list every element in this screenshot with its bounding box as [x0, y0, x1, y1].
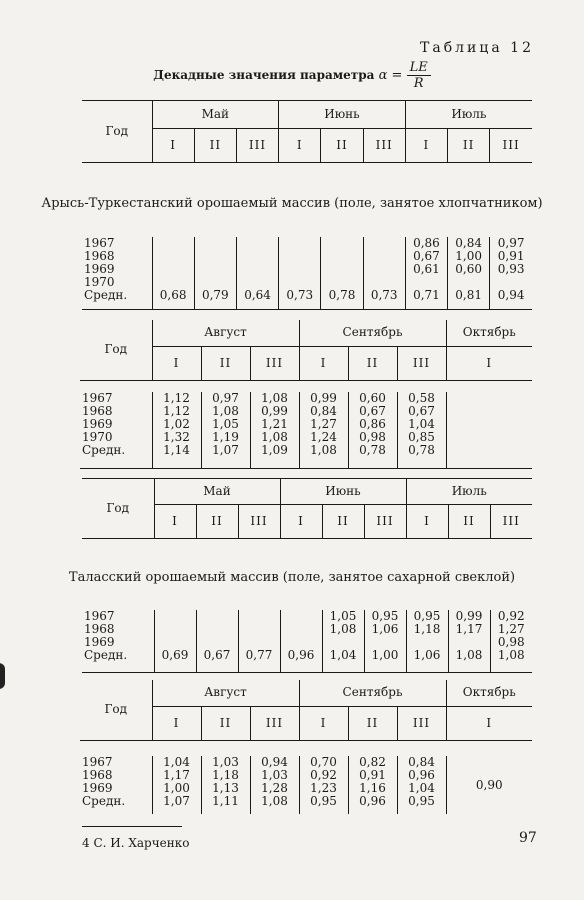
table-value: 0,58: [408, 391, 435, 405]
table-value: 0,67: [408, 404, 435, 418]
table-value: [279, 237, 320, 250]
month-may: Май: [154, 479, 280, 505]
month-oct: Октябрь: [446, 680, 532, 706]
decade-label: I: [446, 706, 532, 740]
table-value: 0,92: [497, 609, 525, 623]
table-value: 1,07: [163, 794, 190, 808]
table-value: 0,93: [497, 262, 525, 276]
value-column: [397, 392, 446, 468]
table-value: [155, 610, 196, 623]
table-value: 0,86: [413, 236, 440, 250]
year-label: 1967: [82, 391, 113, 405]
value-column: [490, 610, 532, 672]
month-june: Июнь: [280, 479, 406, 505]
month-sep: Сентябрь: [299, 320, 446, 346]
table-value: [279, 263, 320, 276]
table-value: 1,08: [329, 622, 357, 636]
table-value: 0,92: [310, 768, 337, 782]
table-value: 0,85: [408, 430, 435, 444]
table-value: 1,06: [371, 622, 399, 636]
table-value: 0,71: [413, 288, 440, 302]
header-table: [82, 478, 532, 539]
decade-label: I: [152, 129, 194, 163]
table-value: [237, 237, 278, 250]
table-value: [281, 610, 322, 623]
table-value: 0,97: [497, 236, 525, 250]
table-value: 1,14: [163, 443, 190, 457]
table-value: 0,60: [455, 262, 482, 276]
year-label: 1967: [84, 609, 115, 623]
table-value: [447, 418, 533, 431]
value-column: [299, 392, 348, 468]
header-table: [82, 100, 532, 163]
table-value: 0,96: [287, 648, 315, 662]
table-value: [279, 250, 320, 263]
value-column: [194, 237, 236, 309]
table-value: 1,18: [413, 622, 441, 636]
month-may: Май: [152, 101, 279, 129]
col-header-year: Год: [82, 479, 154, 539]
decade-label: I: [406, 505, 448, 539]
table-value: 1,17: [163, 768, 190, 782]
table-value: 1,08: [310, 443, 337, 457]
table-value: 0,98: [497, 635, 525, 649]
table-value: 1,05: [212, 417, 239, 431]
table-value: [364, 237, 405, 250]
year-column: [80, 756, 152, 814]
table-value: 0,64: [244, 288, 271, 302]
value-column: [279, 237, 321, 309]
table-value: 0,73: [286, 288, 314, 302]
decade-label: III: [238, 505, 280, 539]
table-value: 1,08: [261, 794, 288, 808]
table-value: 1,03: [261, 768, 288, 782]
decade-label: II: [201, 706, 250, 740]
table-value: 0,60: [359, 391, 386, 405]
year-column: [80, 392, 152, 468]
table-value: [195, 250, 236, 263]
table-value: [447, 444, 533, 457]
table-value: 1,02: [163, 417, 190, 431]
value-column: [448, 237, 490, 309]
decade-label: I: [405, 129, 447, 163]
decade-label: III: [250, 706, 299, 740]
decade-label: I: [154, 505, 196, 539]
table-value: 1,00: [455, 249, 482, 263]
table-value: 0,77: [245, 648, 273, 662]
title-text: Декадные значения параметра: [153, 68, 375, 82]
decade-label: III: [236, 129, 278, 163]
table-value: 0,67: [203, 648, 231, 662]
page-number: 97: [519, 830, 537, 846]
data-may-july-1: [82, 237, 532, 310]
table-value: [237, 263, 278, 276]
table-value: 1,08: [497, 648, 525, 662]
month-oct: Октябрь: [446, 320, 532, 346]
table-value: 1,04: [163, 755, 190, 769]
decade-label: III: [364, 505, 406, 539]
header-aug-oct-1: [80, 320, 532, 381]
table-value: 1,24: [310, 430, 337, 444]
table-value: 1,04: [329, 648, 357, 662]
table-value: [237, 250, 278, 263]
table-value: 0,94: [261, 755, 288, 769]
value-column: [448, 610, 490, 672]
header-table: [80, 320, 532, 381]
table-value: 1,12: [163, 404, 190, 418]
month-june: Июнь: [279, 101, 406, 129]
header-may-july-2: [82, 478, 532, 539]
table-value: 0,78: [408, 443, 435, 457]
table-value: [447, 405, 533, 418]
value-column: [236, 237, 278, 309]
table-value: 1,00: [371, 648, 399, 662]
table-title: [0, 60, 584, 91]
table-value: 1,12: [163, 391, 190, 405]
value-column: [152, 392, 201, 468]
table-value: [321, 237, 362, 250]
value-column: [348, 756, 397, 814]
table-value: 0,84: [310, 404, 337, 418]
table-value: [364, 263, 405, 276]
table-value: 1,08: [212, 404, 239, 418]
table-value: 1,19: [212, 430, 239, 444]
value-column-october: [446, 756, 532, 814]
table-value: 0,95: [408, 794, 435, 808]
data-table: [80, 756, 532, 814]
value-column: [250, 392, 299, 468]
col-header-year: Год: [80, 320, 152, 380]
decade-label: II: [321, 129, 363, 163]
table-value: 0,82: [359, 755, 386, 769]
table-value: 1,17: [455, 622, 483, 636]
decade-label: II: [348, 346, 397, 380]
year-label: 1968: [84, 622, 115, 636]
year-label: 1969: [82, 781, 113, 795]
table-value: 0,79: [201, 288, 229, 302]
year-label: 1968: [82, 404, 113, 418]
decade-label: III: [490, 129, 532, 163]
table-value: 1,27: [497, 622, 525, 636]
decade-label: III: [490, 505, 532, 539]
value-column: [405, 237, 447, 309]
table-value: 0,98: [359, 430, 386, 444]
table-value: 1,07: [212, 443, 239, 457]
table-value: 0,69: [161, 648, 189, 662]
decade-label: III: [250, 346, 299, 380]
decade-label: I: [446, 346, 532, 380]
value-column: [397, 756, 446, 814]
decade-label: II: [448, 505, 490, 539]
table-value: 0,73: [370, 288, 398, 302]
header-may-july-1: [82, 100, 532, 163]
value-column: [321, 237, 363, 309]
table-value: [155, 623, 196, 636]
month-july: Июль: [406, 479, 532, 505]
table-value: 1,03: [212, 755, 239, 769]
table-value: 0,94: [497, 288, 525, 302]
decade-label: II: [194, 129, 236, 163]
table-value: [197, 623, 238, 636]
table-value: [321, 250, 362, 263]
year-column: [82, 610, 154, 672]
table-value: [153, 250, 194, 263]
table-value: 1,27: [310, 417, 337, 431]
table-value: 0,95: [413, 609, 441, 623]
value-column: [490, 237, 532, 309]
table-value: [364, 250, 405, 263]
table-value: [281, 623, 322, 636]
year-label: 1969: [84, 635, 115, 649]
table-value: 1,08: [455, 648, 483, 662]
year-column: [82, 237, 152, 309]
table-value: 0,61: [413, 262, 440, 276]
data-may-july-2: [82, 610, 532, 673]
table-value: 1,04: [408, 417, 435, 431]
table-value: 0,81: [455, 288, 482, 302]
decade-label: III: [397, 706, 446, 740]
year-label: Средн.: [82, 443, 126, 457]
value-column: [446, 392, 532, 468]
decade-label: I: [152, 346, 201, 380]
table-value: 0,67: [413, 249, 440, 263]
decade-label: II: [322, 505, 364, 539]
table-value: [447, 392, 533, 405]
value-column: [152, 237, 194, 309]
header-table: [80, 680, 532, 741]
value-column: [363, 237, 405, 309]
table-value: 0,96: [359, 794, 386, 808]
year-label: 1969: [82, 417, 113, 431]
year-label: Средн.: [82, 794, 126, 808]
table-label: Таблица 12: [420, 40, 534, 56]
section-caption: Таласский орошаемый массив (поле, занятое сахарной свеклой): [68, 570, 516, 585]
table-value: 0,95: [310, 794, 337, 808]
table-value: 0,96: [408, 768, 435, 782]
value-column: [406, 610, 448, 672]
footer-rule: [82, 826, 182, 827]
data-table: [82, 237, 532, 310]
decade-label: I: [279, 129, 321, 163]
table-value: 0,84: [455, 236, 482, 250]
month-sep: Сентябрь: [299, 680, 446, 706]
decade-label: II: [201, 346, 250, 380]
decade-label: I: [299, 706, 348, 740]
year-label: 1967: [84, 236, 115, 250]
data-table: [82, 610, 532, 673]
table-value: 1,13: [212, 781, 239, 795]
decade-label: II: [196, 505, 238, 539]
decade-label: II: [448, 129, 490, 163]
value-column: [154, 610, 196, 672]
table-value: [239, 623, 280, 636]
table-value: [153, 263, 194, 276]
table-value: 0,99: [455, 609, 483, 623]
year-label: Средн.: [84, 648, 128, 662]
col-header-year: Год: [80, 680, 152, 740]
year-label: 1968: [82, 768, 113, 782]
title-fraction: [407, 60, 431, 91]
table-value: 1,16: [359, 781, 386, 795]
value-column: [250, 756, 299, 814]
table-value: 0,78: [328, 288, 356, 302]
value-column: [196, 610, 238, 672]
table-value: [321, 263, 362, 276]
table-value: 1,32: [163, 430, 190, 444]
decade-label: III: [363, 129, 405, 163]
table-value: 1,04: [408, 781, 435, 795]
table-value: [447, 431, 533, 444]
value-column: [280, 610, 322, 672]
value-column: [364, 610, 406, 672]
table-value: 0,99: [310, 391, 337, 405]
value-column: [238, 610, 280, 672]
month-aug: Август: [152, 320, 299, 346]
table-value: 0,84: [408, 755, 435, 769]
table-value: [239, 610, 280, 623]
title-alpha: α =: [378, 68, 403, 83]
table-value: 0,70: [310, 755, 337, 769]
scan-margin-mark: [0, 663, 5, 689]
table-value: 0,97: [212, 391, 239, 405]
table-value: 0,95: [371, 609, 399, 623]
table-value: 1,08: [261, 430, 288, 444]
year-label: 1967: [82, 755, 113, 769]
month-aug: Август: [152, 680, 299, 706]
table-value: 1,09: [261, 443, 288, 457]
table-value: 0,67: [359, 404, 386, 418]
decade-label: I: [152, 706, 201, 740]
year-label: Средн.: [84, 288, 128, 302]
table-value: [197, 610, 238, 623]
table-value: [195, 263, 236, 276]
year-label: 1970: [82, 430, 113, 444]
table-value: 0,91: [359, 768, 386, 782]
table-value: 0,78: [359, 443, 386, 457]
table-value: 0,86: [359, 417, 386, 431]
header-aug-oct-2: [80, 680, 532, 741]
table-value: 0,68: [159, 288, 187, 302]
table-value: [195, 237, 236, 250]
month-july: Июль: [405, 101, 532, 129]
value-column: [201, 756, 250, 814]
decade-label: I: [299, 346, 348, 380]
table-value: 1,08: [261, 391, 288, 405]
decade-label: II: [348, 706, 397, 740]
data-table: [80, 392, 532, 469]
data-aug-oct-2: [80, 756, 532, 814]
table-value: 1,23: [310, 781, 337, 795]
year-label: 1968: [84, 249, 115, 263]
table-value: 1,06: [413, 648, 441, 662]
fraction-numerator: LE: [407, 60, 431, 76]
decade-label: I: [280, 505, 322, 539]
table-value: 1,18: [212, 768, 239, 782]
fraction-denominator: R: [413, 76, 424, 91]
decade-label: III: [397, 346, 446, 380]
col-header-year: Год: [82, 101, 152, 163]
value-column: [322, 610, 364, 672]
table-value: 1,00: [163, 781, 190, 795]
year-label: 1969: [84, 262, 115, 276]
value-column: [152, 756, 201, 814]
year-label: 1970: [84, 275, 115, 289]
table-value: 0,91: [497, 249, 525, 263]
october-value: 0,90: [475, 777, 503, 792]
table-value: 1,11: [212, 794, 239, 808]
table-value: 1,28: [261, 781, 288, 795]
value-column: [348, 392, 397, 468]
value-column: [299, 756, 348, 814]
table-value: 0,99: [261, 404, 288, 418]
table-value: 1,21: [261, 417, 288, 431]
footer-signature: 4 С. И. Харченко: [82, 836, 190, 850]
section-caption: Арысь-Туркестанский орошаемый массив (поле, занятое хлопчатником): [41, 196, 543, 211]
data-aug-oct-1: [80, 392, 532, 469]
table-value: 1,05: [329, 609, 357, 623]
value-column: [201, 392, 250, 468]
table-value: [153, 237, 194, 250]
